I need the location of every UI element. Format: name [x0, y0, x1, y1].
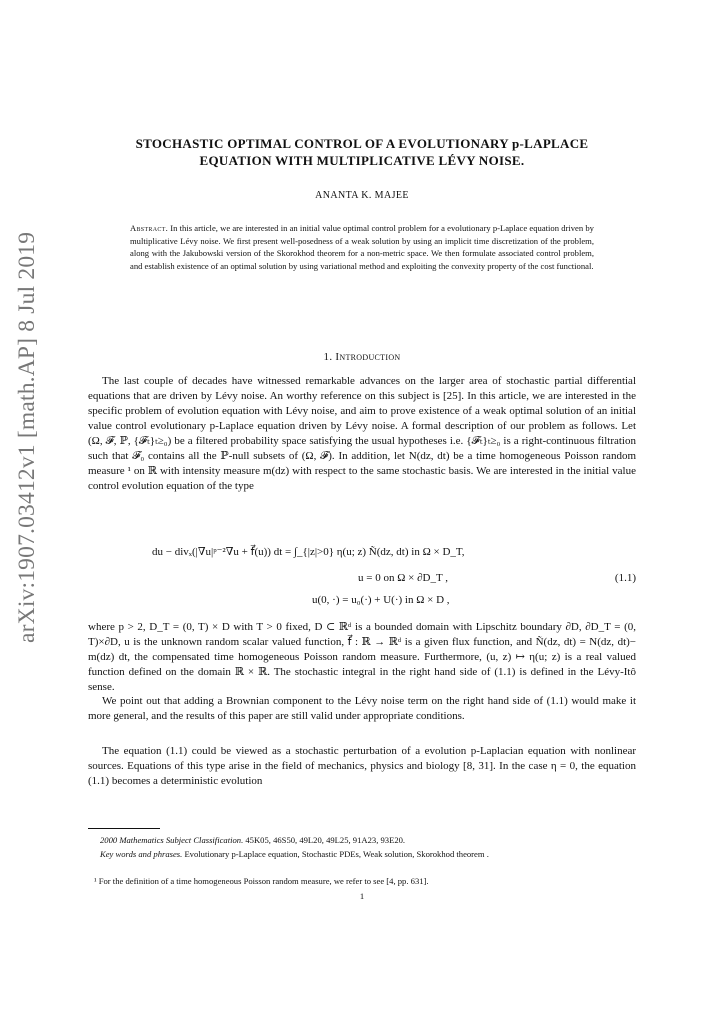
footnote-poisson: ¹ For the definition of a time homogeneous Poisson random measure, we refer to see [4, pp. 631]. — [94, 876, 429, 886]
footnote-msc-text: 45K05, 46S50, 49L20, 49L25, 91A23, 93E20. — [245, 835, 406, 845]
equation-line-1: du − divₓ(|∇u|ᵖ⁻²∇u + f⃗(u)) dt = ∫_{|z|>0} η(u; z) Ñ(dz, dt) in Ω × D_T, — [152, 546, 465, 558]
abstract-label: Abstract. — [130, 223, 169, 233]
paragraph-3: We point out that adding a Brownian component to the Lévy noise term on the right hand side of (1.1) would make it more general, and the results of this paper are still valid under appropriate conditions. — [88, 695, 636, 722]
equation-line-2: u = 0 on Ω × ∂D_T , — [358, 572, 448, 584]
paragraph-4: The equation (1.1) could be viewed as a stochastic perturbation of a evolution p-Laplacian equation with nonlinear sources. Equations of this type arise in the field of mechanics, physics and biology [8, 31]. In the case η = 0, the equation (1.1) becomes a deterministic evolution — [88, 745, 636, 787]
footnote-keywords-text: Evolutionary p-Laplace equation, Stochastic PDEs, Weak solution, Skorokhod theorem . — [184, 849, 489, 859]
footnote-keywords — [88, 849, 636, 861]
page-number: 1 — [359, 891, 365, 901]
equation-line-3: u(0, ·) = u₀(·) + U(·) in Ω × D , — [312, 594, 450, 606]
footnote-msc — [88, 835, 636, 847]
author: ANANTA K. MAJEE — [315, 190, 409, 201]
equation-number: (1.1) — [614, 572, 636, 584]
paper-title — [88, 135, 636, 169]
title-line-1: STOCHASTIC OPTIMAL CONTROL OF A EVOLUTIONARY p-LAPLACE — [135, 136, 589, 151]
section-heading: 1. Introduction — [323, 351, 401, 363]
abstract-text: In this article, we are interested in an initial value optimal control problem for a evolutionary p-Laplace equation driven by multiplicative Lévy noise. We first present well-posedness of a weak solution by using an implicit time discretization of the problem, along with the Jakubowski version of the Skorokhod theorem for a non-metric space. We then formulate associated control problem, and establish existence of an optimal solution by using variational method and exploiting the convexity property of the cost functional. — [130, 223, 594, 271]
paragraph-1: The last couple of decades have witnessed remarkable advances on the larger area of stochastic partial differential equations that are driven by Lévy noise. An worthy reference on this subject is [25]. In this article, we are interested in the specific problem of evolution equation with Lévy noise, and aim to prove existence of a weak optimal solution of an initial value control evolutionary p-Laplace equation driven by Lévy noise. A formal description of our problem as follows. Let (Ω, 𝓕, ℙ, {𝓕ₜ}ₜ≥₀) be a filtered probability space satisfying the usual hypotheses i.e. {𝓕ₜ}ₜ≥₀ is a right-continuous filtration such that 𝓕₀ contains all the ℙ-null subsets of (Ω, 𝓕). In addition, let N(dz, dt) be a time homogeneous Poisson random measure ¹ on ℝ with intensity measure m(dz) with respect to the same stochastic basis. We are interested in the initial value control evolution equation of the type — [88, 375, 636, 492]
title-line-2: EQUATION WITH MULTIPLICATIVE LÉVY NOISE. — [199, 153, 525, 168]
footnote-rule — [88, 828, 160, 829]
paragraph-2: where p > 2, D_T = (0, T) × D with T > 0 fixed, D ⊂ ℝᵈ is a bounded domain with Lipschitz boundary ∂D, ∂D_T = (0, T)×∂D, u is the unknown random scalar valued function, f⃗ : ℝ → ℝᵈ is a given flux function, and Ñ(dz, dt) = N(dz, dt)− m(dz) dt, the compensated time homogeneous Poisson random measure. Furthermore, (u, z) ↦ η(u; z) is a real valued function defined on the domain ℝ × ℝ. The stochastic integral in the right hand side of (1.1) is defined in the Lévy-Itô sense. — [88, 621, 636, 693]
arxiv-stamp: arXiv:1907.03412v1 [math.AP] 8 Jul 2019 — [14, 231, 40, 643]
equation-block — [88, 545, 636, 615]
abstract — [130, 222, 594, 272]
footnote-msc-label: 2000 Mathematics Subject Classification. — [100, 835, 244, 845]
footnote-keywords-label: Key words and phrases. — [100, 849, 183, 859]
